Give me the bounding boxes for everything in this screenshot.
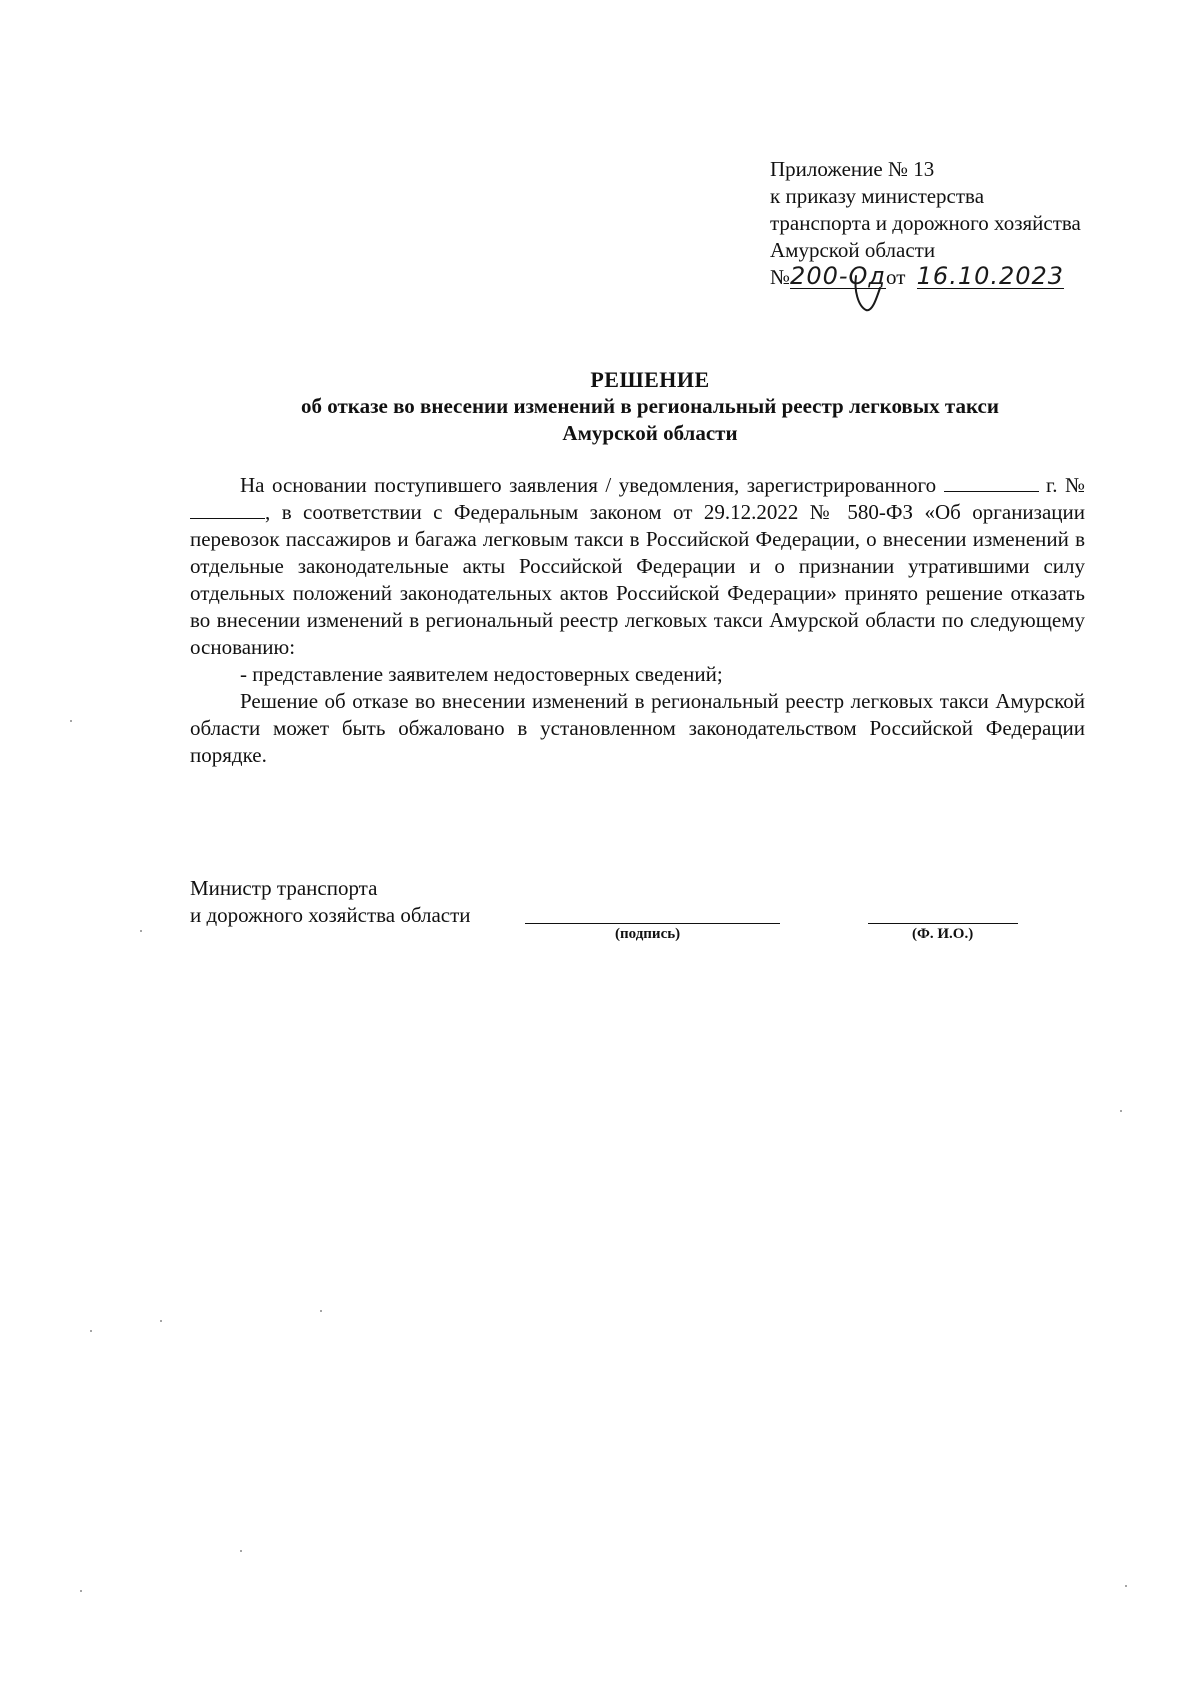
signature-caption: (подпись) xyxy=(615,926,681,942)
scan-speck xyxy=(70,720,72,722)
paragraph-1-start: На основании поступившего заявления / уведомления, зарегистрированного xyxy=(240,473,937,497)
body-text xyxy=(190,472,1085,769)
signature-line xyxy=(525,923,780,924)
scan-speck xyxy=(90,1330,92,1332)
order-number-line xyxy=(770,264,1130,294)
signatory-position xyxy=(190,875,471,929)
appendix-line-1: Приложение № 13 xyxy=(770,157,935,181)
title-line-2: об отказе во внесении изменений в региональный реестр легковых такси xyxy=(301,394,999,418)
scan-speck xyxy=(1120,1110,1122,1112)
scan-speck xyxy=(140,930,142,932)
scan-speck xyxy=(1125,1585,1127,1587)
appendix-block xyxy=(770,156,1130,294)
paragraph-1-rest: , в соответствии с Федеральным законом от 29.12.2022 № 580-ФЗ «Об организации перевозок пассажиров и багажа легковым такси в Российской Федерации, о внесении изменений в отдельные законодательные акты Российской Федерации и о признании утратившими силу отдельных положений законодательных актов Российской Федерации» принято решение отказать во внесении изменений в региональный реестр легковых такси Амурской области по следующему основанию: xyxy=(190,500,1085,659)
document-title xyxy=(150,366,1150,447)
name-line xyxy=(868,923,1018,924)
appendix-line-2: к приказу министерства xyxy=(770,184,985,208)
date-blank xyxy=(944,473,1039,492)
title-line-3: Амурской области xyxy=(562,421,738,445)
paragraph-2: Решение об отказе во внесении изменений в региональный реестр легковых такси Амурской области может быть обжаловано в установленном законодательством Российской Федерации порядке. xyxy=(190,689,1085,767)
appendix-line-3: транспорта и дорожного хозяйства xyxy=(770,211,1081,235)
paragraph-1-year: г. № xyxy=(1046,473,1086,497)
position-line-1: Министр транспорта xyxy=(190,876,378,900)
name-caption: (Ф. И.О.) xyxy=(912,926,974,942)
position-line-2: и дорожного хозяйства области xyxy=(190,903,471,927)
appendix-line-4: Амурской области xyxy=(770,238,936,262)
scan-speck xyxy=(80,1590,82,1592)
registration-number-blank xyxy=(190,500,265,519)
order-date-handwritten: 16.10.2023 xyxy=(916,262,1065,290)
reason-item: - представление заявителем недостоверных сведений; xyxy=(240,662,723,686)
order-number-handwritten: 200-Од xyxy=(790,262,886,290)
scan-speck xyxy=(320,1310,322,1312)
title-main: РЕШЕНИЕ xyxy=(590,367,710,392)
paragraph-1 xyxy=(190,472,1085,661)
scan-speck xyxy=(240,1550,242,1552)
date-prefix: от xyxy=(886,265,906,289)
number-prefix: № xyxy=(770,265,791,289)
handwritten-stroke xyxy=(850,270,890,320)
scan-speck xyxy=(160,1320,162,1322)
